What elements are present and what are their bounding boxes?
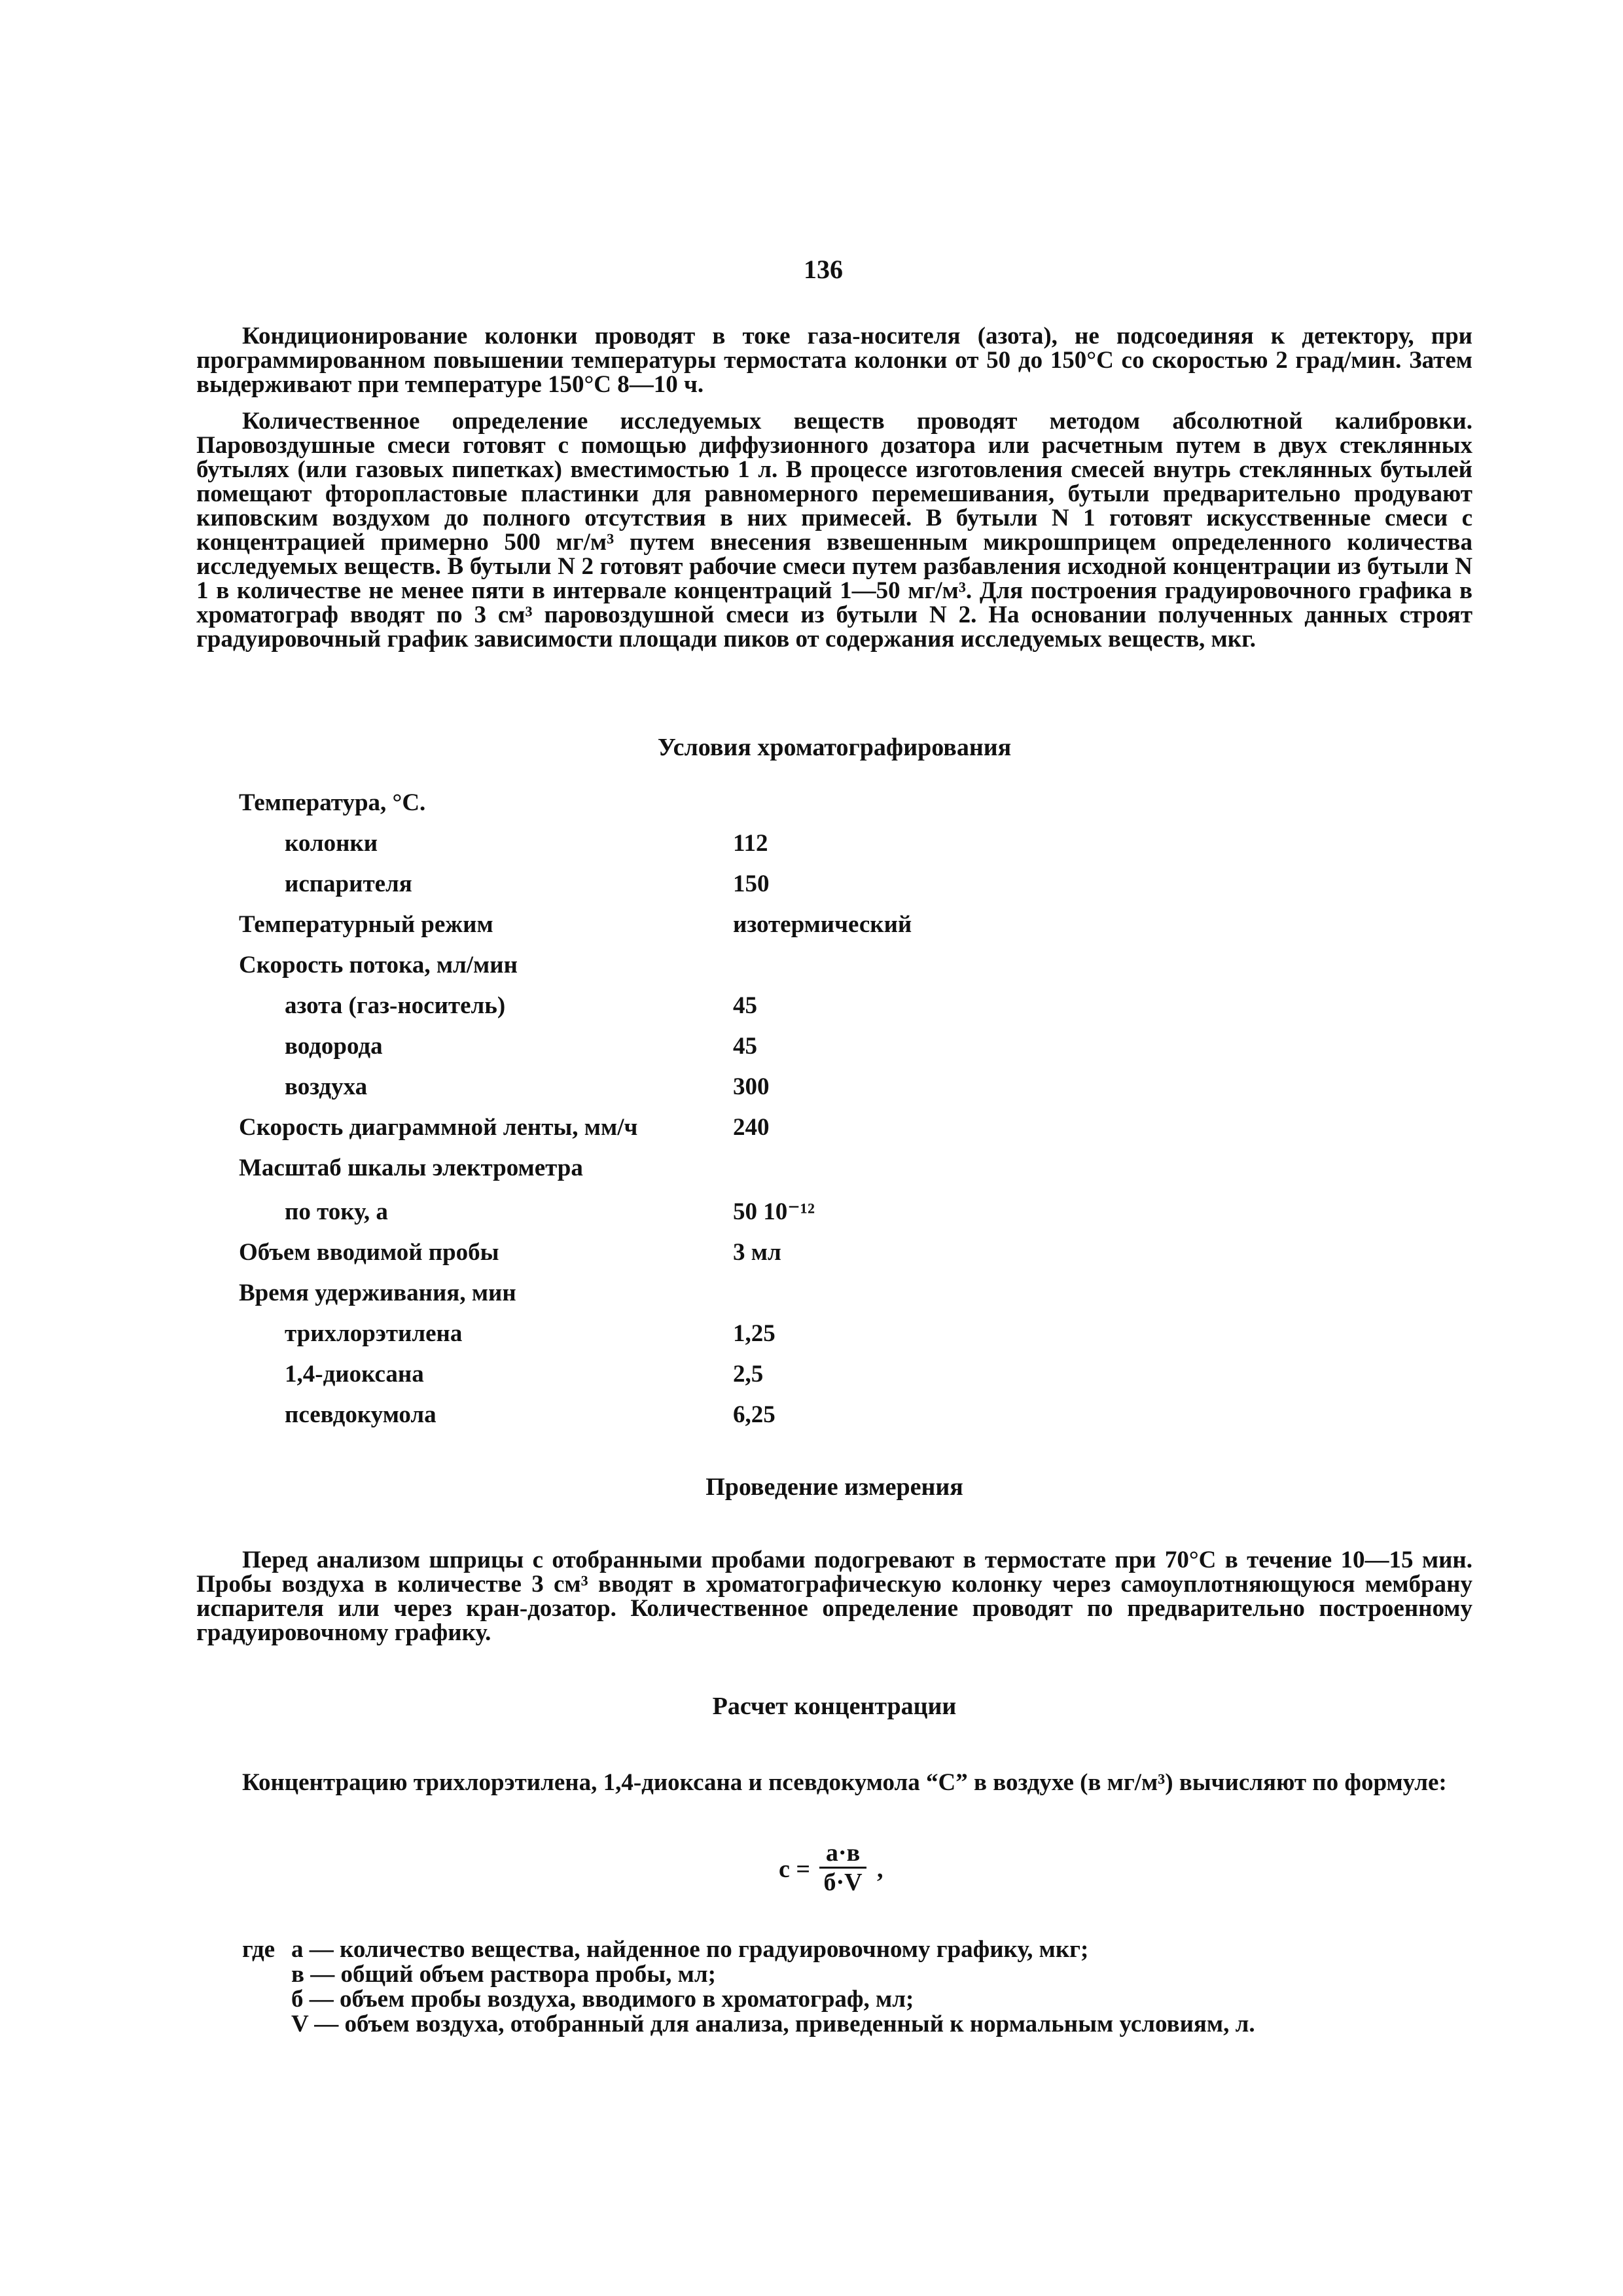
legend-item: V — объем воздуха, отобранный для анализа, приведенный к нормальным условиям, л. [291,2011,1255,2037]
condition-value: 2,5 [733,1361,764,1388]
concentration-formula [779,1838,949,1910]
condition-row [0,1360,1623,1389]
condition-label: водорода [285,1033,383,1060]
heading-calculation: Расчет концентрации [712,1693,957,1720]
legend-item: б — объем пробы воздуха, вводимого в хроматограф, мл; [291,1986,914,2013]
condition-row [0,1401,1623,1429]
condition-value: изотермический [733,911,912,938]
condition-label: колонки [285,830,378,857]
condition-label: по току, а [285,1198,388,1225]
condition-value: 3 мл [733,1239,781,1266]
condition-value: 50 10⁻¹² [733,1198,815,1225]
legend-item: в — общий объем раствора пробы, мл; [291,1961,716,1988]
condition-row [0,910,1623,939]
formula-denominator: б·V [823,1869,863,1896]
condition-label: воздуха [285,1073,368,1100]
condition-row [0,1238,1623,1267]
condition-row [0,1032,1623,1061]
condition-label: испарителя [285,870,412,897]
condition-value: 112 [733,830,768,857]
condition-value: 45 [733,1033,757,1060]
condition-label: 1,4-диоксана [285,1361,424,1388]
condition-row [0,1073,1623,1102]
formula-numerator: а·в [825,1839,861,1867]
condition-label: Температурный режим [239,911,493,938]
heading-measurement: Проведение измерения [705,1473,963,1501]
condition-label: Температура, °С. [239,789,426,816]
condition-label: Скорость потока, мл/мин [239,952,518,978]
condition-row [0,1279,1623,1308]
condition-row [0,789,1623,817]
condition-row [0,1319,1623,1348]
condition-label: азота (газ-носитель) [285,992,506,1019]
formula-fraction [817,1839,869,1896]
condition-value: 6,25 [733,1401,776,1428]
condition-row [0,1198,1623,1227]
legend-where: где [242,1936,276,1963]
page-number: 136 [804,255,843,284]
condition-row [0,1113,1623,1142]
condition-label: Время удерживания, мин [239,1280,516,1306]
condition-label: псевдокумола [285,1401,437,1428]
condition-row [0,1154,1623,1183]
condition-row [0,870,1623,899]
condition-row [0,829,1623,858]
heading-conditions: Условия хроматографирования [657,734,1012,761]
condition-label: Скорость диаграммной ленты, мм/ч [239,1114,638,1141]
paragraph-calculation: Концентрацию трихлорэтилена, 1,4-диоксана и псевдокумола “С” в воздухе (в мг/м³) вычисляют по формуле: [242,1769,1447,1796]
paragraph-measurement: Перед анализом шприцы с отобранными пробами подогревают в термостате при 70°С в течение 10—15 мин. Пробы воздуха в количестве 3 см³ вводят в хроматографическую колонку через самоуплотняющуюся мембрану испарителя или через кран-дозатор. Количественное определение проводят по предварительно построенному градуировочному графику. [196,1547,1472,1646]
formula-lhs: с = [779,1856,811,1883]
condition-value: 45 [733,992,757,1019]
paragraph-conditioning: Кондиционирование колонки проводят в токе газа-носителя (азота), не подсоединяя к детектору, при программированном повышении температуры термостата колонки от 50 до 150°С со скоростью 2 град/мин. Затем выдерживают при температуре 150°С 8—10 ч. [196,323,1472,398]
legend-item: а — количество вещества, найденное по градуировочному графику, мкг; [291,1936,1089,1963]
condition-label: Масштаб шкалы электрометра [239,1155,583,1181]
condition-label: Объем вводимой пробы [239,1239,499,1266]
condition-value: 1,25 [733,1320,776,1347]
condition-label: трихлорэтилена [285,1320,463,1347]
condition-value: 150 [733,870,770,897]
condition-row [0,992,1623,1020]
condition-value: 240 [733,1114,770,1141]
paragraph-quantitative: Количественное определение исследуемых веществ проводят методом абсолютной калибровки. Паровоздушные смеси готовят с помощью диффузионного дозатора или расчетным путем в двух стеклянных бутылях (или газовых пипетках) вместимостью 1 л. В процессе изготовления смесей внутрь стеклянных бутылей помещают фторопластовые пластинки для равномерного перемешивания, бутыли предварительно продувают киповским воздухом до полного отсутствия в них примесей. В бутыли N 1 готовят искусственные смеси с концентрацией примерно 500 мг/м³ путем внесения взвешенным микрошприцем определенного количества исследуемых веществ. В бутыли N 2 готовят рабочие смеси путем разбавления исходной концентрации из бутыли N 1 в количестве не менее пяти в интервале концентраций 1—50 мг/м³. Для построения градуировочного графика в хроматограф вводят по 3 см³ паровоздушной смеси из бутыли N 2. На основании полученных данных строят градуировочный график зависимости площади пиков от содержания исследуемых веществ, мкг. [196,408,1472,653]
formula-trail: , [877,1856,883,1883]
condition-row [0,951,1623,980]
condition-value: 300 [733,1073,770,1100]
